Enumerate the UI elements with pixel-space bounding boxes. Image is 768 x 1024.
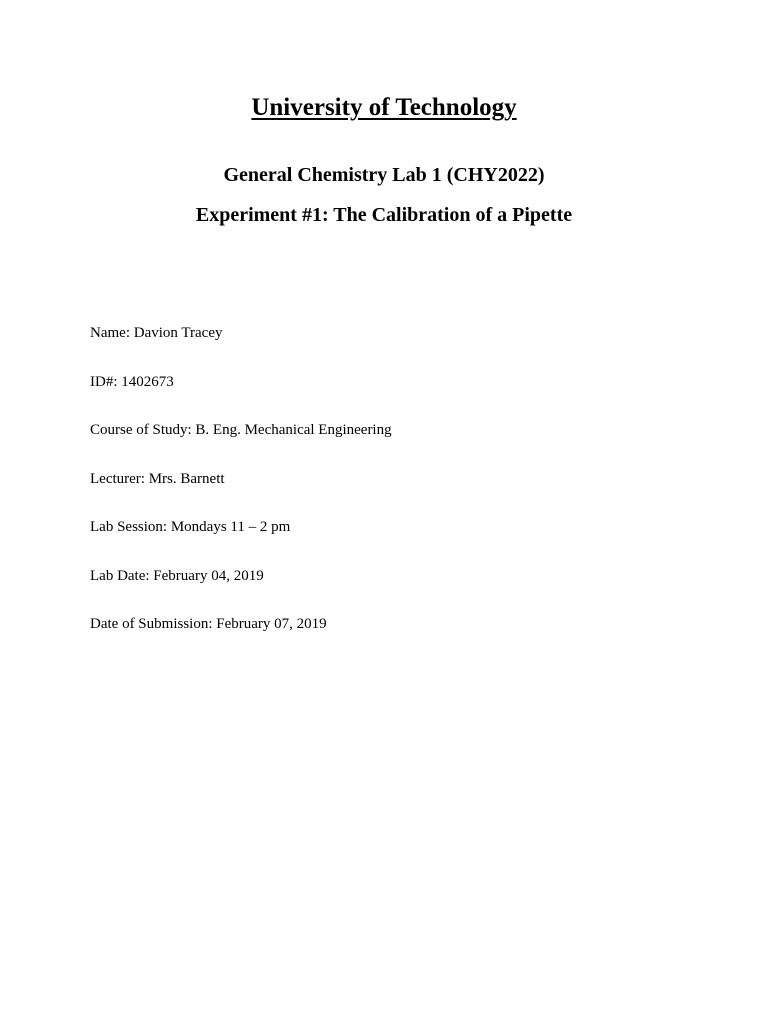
- institution-title: University of Technology: [251, 94, 517, 121]
- detail-lab-date: Lab Date: February 04, 2019: [90, 567, 264, 584]
- detail-lecturer: Lecturer: Mrs. Barnett: [90, 470, 225, 487]
- detail-name: Name: Davion Tracey: [90, 325, 223, 341]
- detail-lab-session: Lab Session: Mondays 11 – 2 pm: [90, 519, 291, 535]
- detail-submission-date: Date of Submission: February 07, 2019: [90, 616, 327, 632]
- detail-course-of-study: Course of Study: B. Eng. Mechanical Engineering: [90, 422, 392, 438]
- student-details-list: [90, 322, 690, 662]
- course-title: General Chemistry Lab 1 (CHY2022): [223, 164, 545, 186]
- detail-id: ID#: 1402673: [90, 373, 174, 390]
- experiment-title: Experiment #1: The Calibration of a Pipette: [195, 204, 573, 226]
